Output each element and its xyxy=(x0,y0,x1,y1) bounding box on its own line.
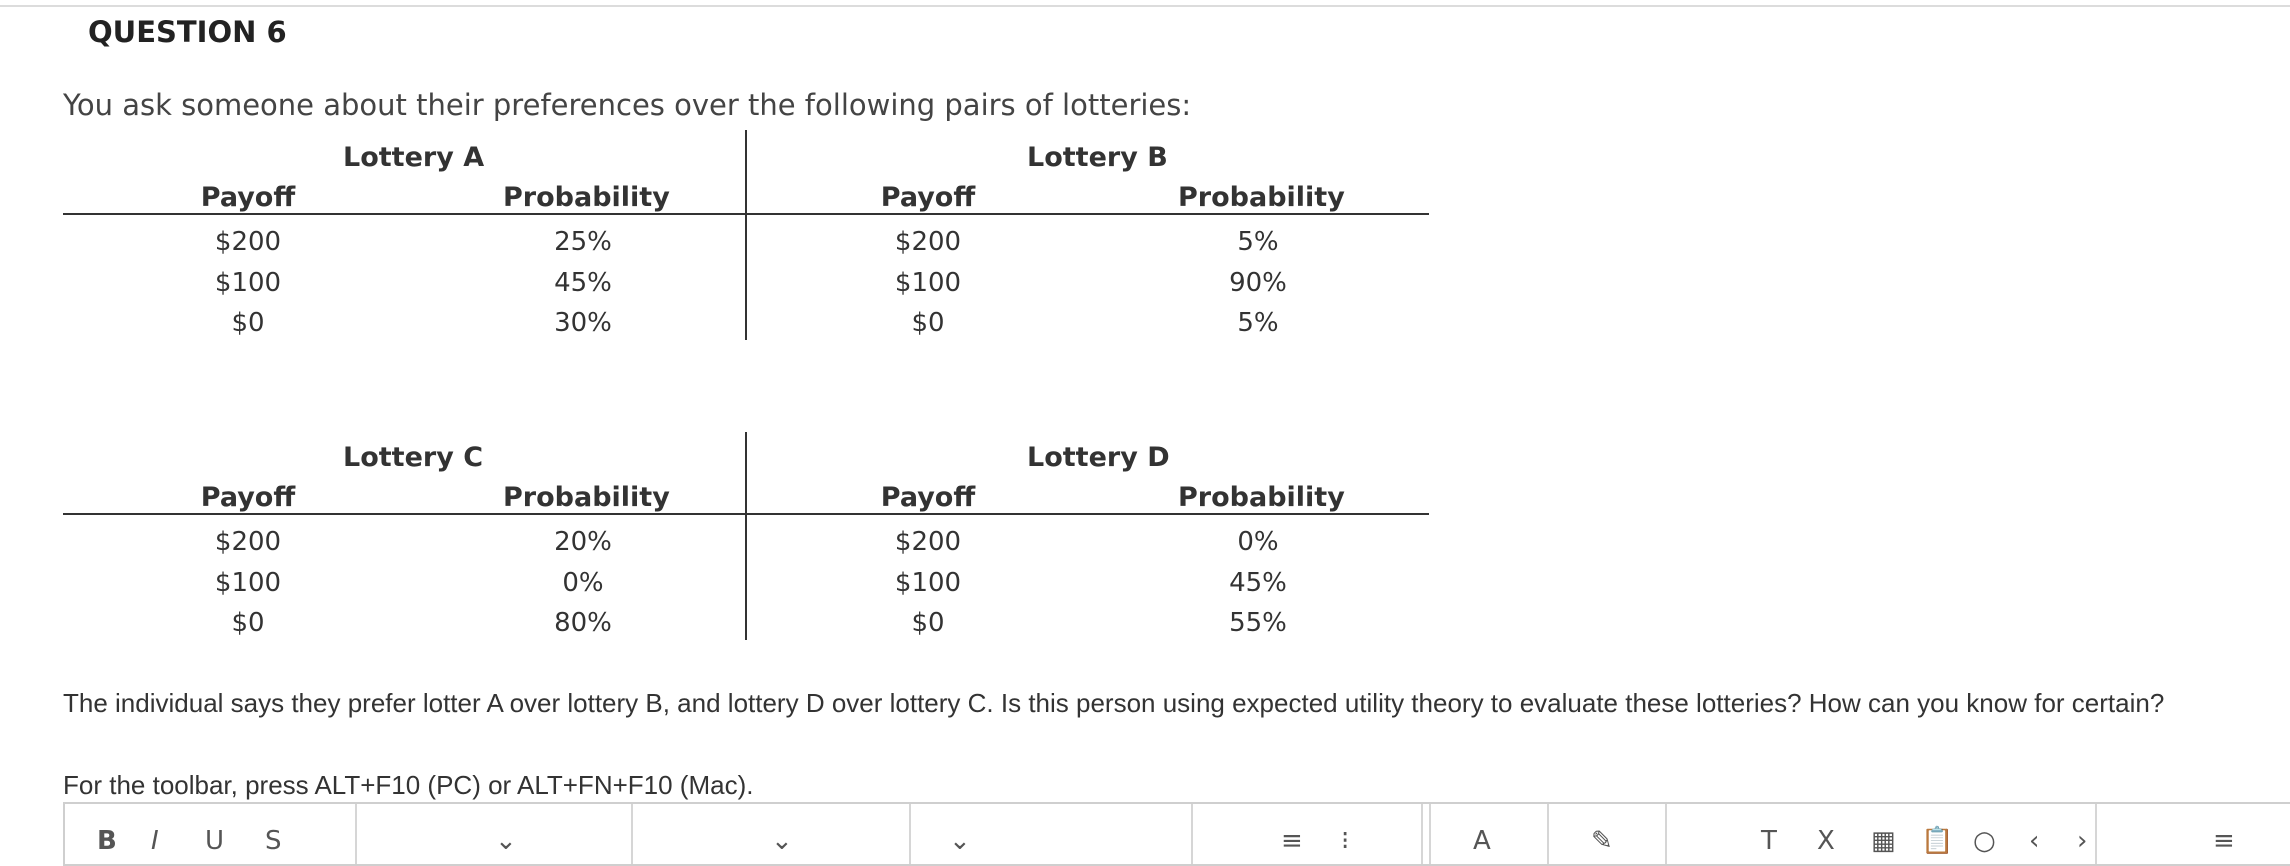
link-icon[interactable]: ○ xyxy=(1973,826,1996,856)
chevron-down-icon: ⌄ xyxy=(771,826,793,856)
col-header-probability: Probability xyxy=(503,482,670,513)
chevron-down-icon: ⌄ xyxy=(495,826,517,856)
col-header-payoff: Payoff xyxy=(880,182,976,213)
editor-toolbar xyxy=(63,802,2290,866)
table-cell-probability: 5% xyxy=(1237,308,1279,338)
italic-icon[interactable]: I xyxy=(151,826,159,856)
lottery-d-name: Lottery D xyxy=(1027,442,1170,473)
table-cell-payoff: $0 xyxy=(911,308,945,338)
table-cell-probability: 90% xyxy=(1229,268,1287,298)
table-cell-payoff: $100 xyxy=(214,568,282,598)
col-header-payoff: Payoff xyxy=(880,482,976,513)
more-icon[interactable]: ≡ xyxy=(2213,826,2235,856)
highlight-icon[interactable]: ✎ xyxy=(1591,826,1613,856)
table-cell-payoff: $100 xyxy=(894,568,962,598)
col-header-probability: Probability xyxy=(1178,482,1345,513)
table-cell-probability: 30% xyxy=(554,308,612,338)
misc-group xyxy=(1665,804,2097,864)
table-cell-payoff: $0 xyxy=(231,308,265,338)
subscript-icon[interactable]: X xyxy=(1817,826,1835,856)
col-header-payoff: Payoff xyxy=(200,482,296,513)
table-header-rule xyxy=(63,513,1429,515)
table-cell-payoff: $0 xyxy=(911,608,945,638)
top-divider xyxy=(0,0,2290,7)
size-dropdown[interactable] xyxy=(909,804,1193,864)
table-cell-probability: 45% xyxy=(1229,568,1287,598)
paste-icon[interactable]: 📋 xyxy=(1921,826,1954,856)
table-cell-payoff: $200 xyxy=(214,527,282,557)
col-header-payoff: Payoff xyxy=(200,182,296,213)
paragraph-dropdown[interactable] xyxy=(355,804,633,864)
numbered-list-group xyxy=(1311,804,1431,864)
strikethrough-icon[interactable]: S xyxy=(265,826,282,856)
text-color-group xyxy=(1429,804,1549,864)
table-cell-probability: 20% xyxy=(554,527,612,557)
chevron-down-icon: ⌄ xyxy=(949,826,971,856)
table-cell-probability: 25% xyxy=(554,227,612,257)
question-title: QUESTION 6 xyxy=(88,15,287,49)
table-cell-probability: 5% xyxy=(1237,227,1279,257)
table-cell-probability: 0% xyxy=(1237,527,1279,557)
numbered-list-icon[interactable]: ⁝ xyxy=(1341,826,1350,856)
lottery-table-ab xyxy=(63,130,1429,340)
format-group xyxy=(65,804,357,864)
table-cell-probability: 55% xyxy=(1229,608,1287,638)
lottery-table-cd xyxy=(63,432,1429,640)
table-icon[interactable]: ▦ xyxy=(1871,826,1896,856)
table-cell-probability: 80% xyxy=(554,608,612,638)
question-body: The individual says they prefer lotter A over lottery B, and lottery D over lottery C. Is this person using expected utility theory to evaluate these lotteries? How can you know for certain? xyxy=(63,688,2165,718)
col-header-probability: Probability xyxy=(503,182,670,213)
redo-icon[interactable]: › xyxy=(2077,826,2088,856)
table-cell-payoff: $200 xyxy=(214,227,282,257)
clear-format-icon[interactable]: T xyxy=(1761,826,1777,856)
bullet-list-icon[interactable]: ≡ xyxy=(1281,826,1303,856)
table-divider-vertical xyxy=(745,130,747,340)
table-cell-payoff: $0 xyxy=(231,608,265,638)
col-header-probability: Probability xyxy=(1178,182,1345,213)
text-color-icon[interactable]: A xyxy=(1473,826,1491,856)
underline-icon[interactable]: U xyxy=(205,826,225,856)
highlight-group xyxy=(1547,804,1667,864)
table-cell-payoff: $100 xyxy=(214,268,282,298)
table-divider-vertical xyxy=(745,432,747,640)
table-cell-probability: 45% xyxy=(554,268,612,298)
table-header-rule xyxy=(63,213,1429,215)
table-cell-payoff: $200 xyxy=(894,527,962,557)
lottery-c-name: Lottery C xyxy=(343,442,484,473)
table-cell-payoff: $100 xyxy=(894,268,962,298)
font-dropdown[interactable] xyxy=(631,804,911,864)
lottery-b-name: Lottery B xyxy=(1027,142,1168,173)
question-prompt: You ask someone about their preferences over the following pairs of lotteries: xyxy=(63,88,1192,122)
more-group xyxy=(2095,804,2235,864)
undo-icon[interactable]: ‹ xyxy=(2029,826,2040,856)
table-cell-payoff: $200 xyxy=(894,227,962,257)
lottery-a-name: Lottery A xyxy=(343,142,485,173)
toolbar-hint: For the toolbar, press ALT+F10 (PC) or ALT+FN+F10 (Mac). xyxy=(63,770,754,800)
bold-icon[interactable]: B xyxy=(97,826,117,856)
table-cell-probability: 0% xyxy=(562,568,604,598)
